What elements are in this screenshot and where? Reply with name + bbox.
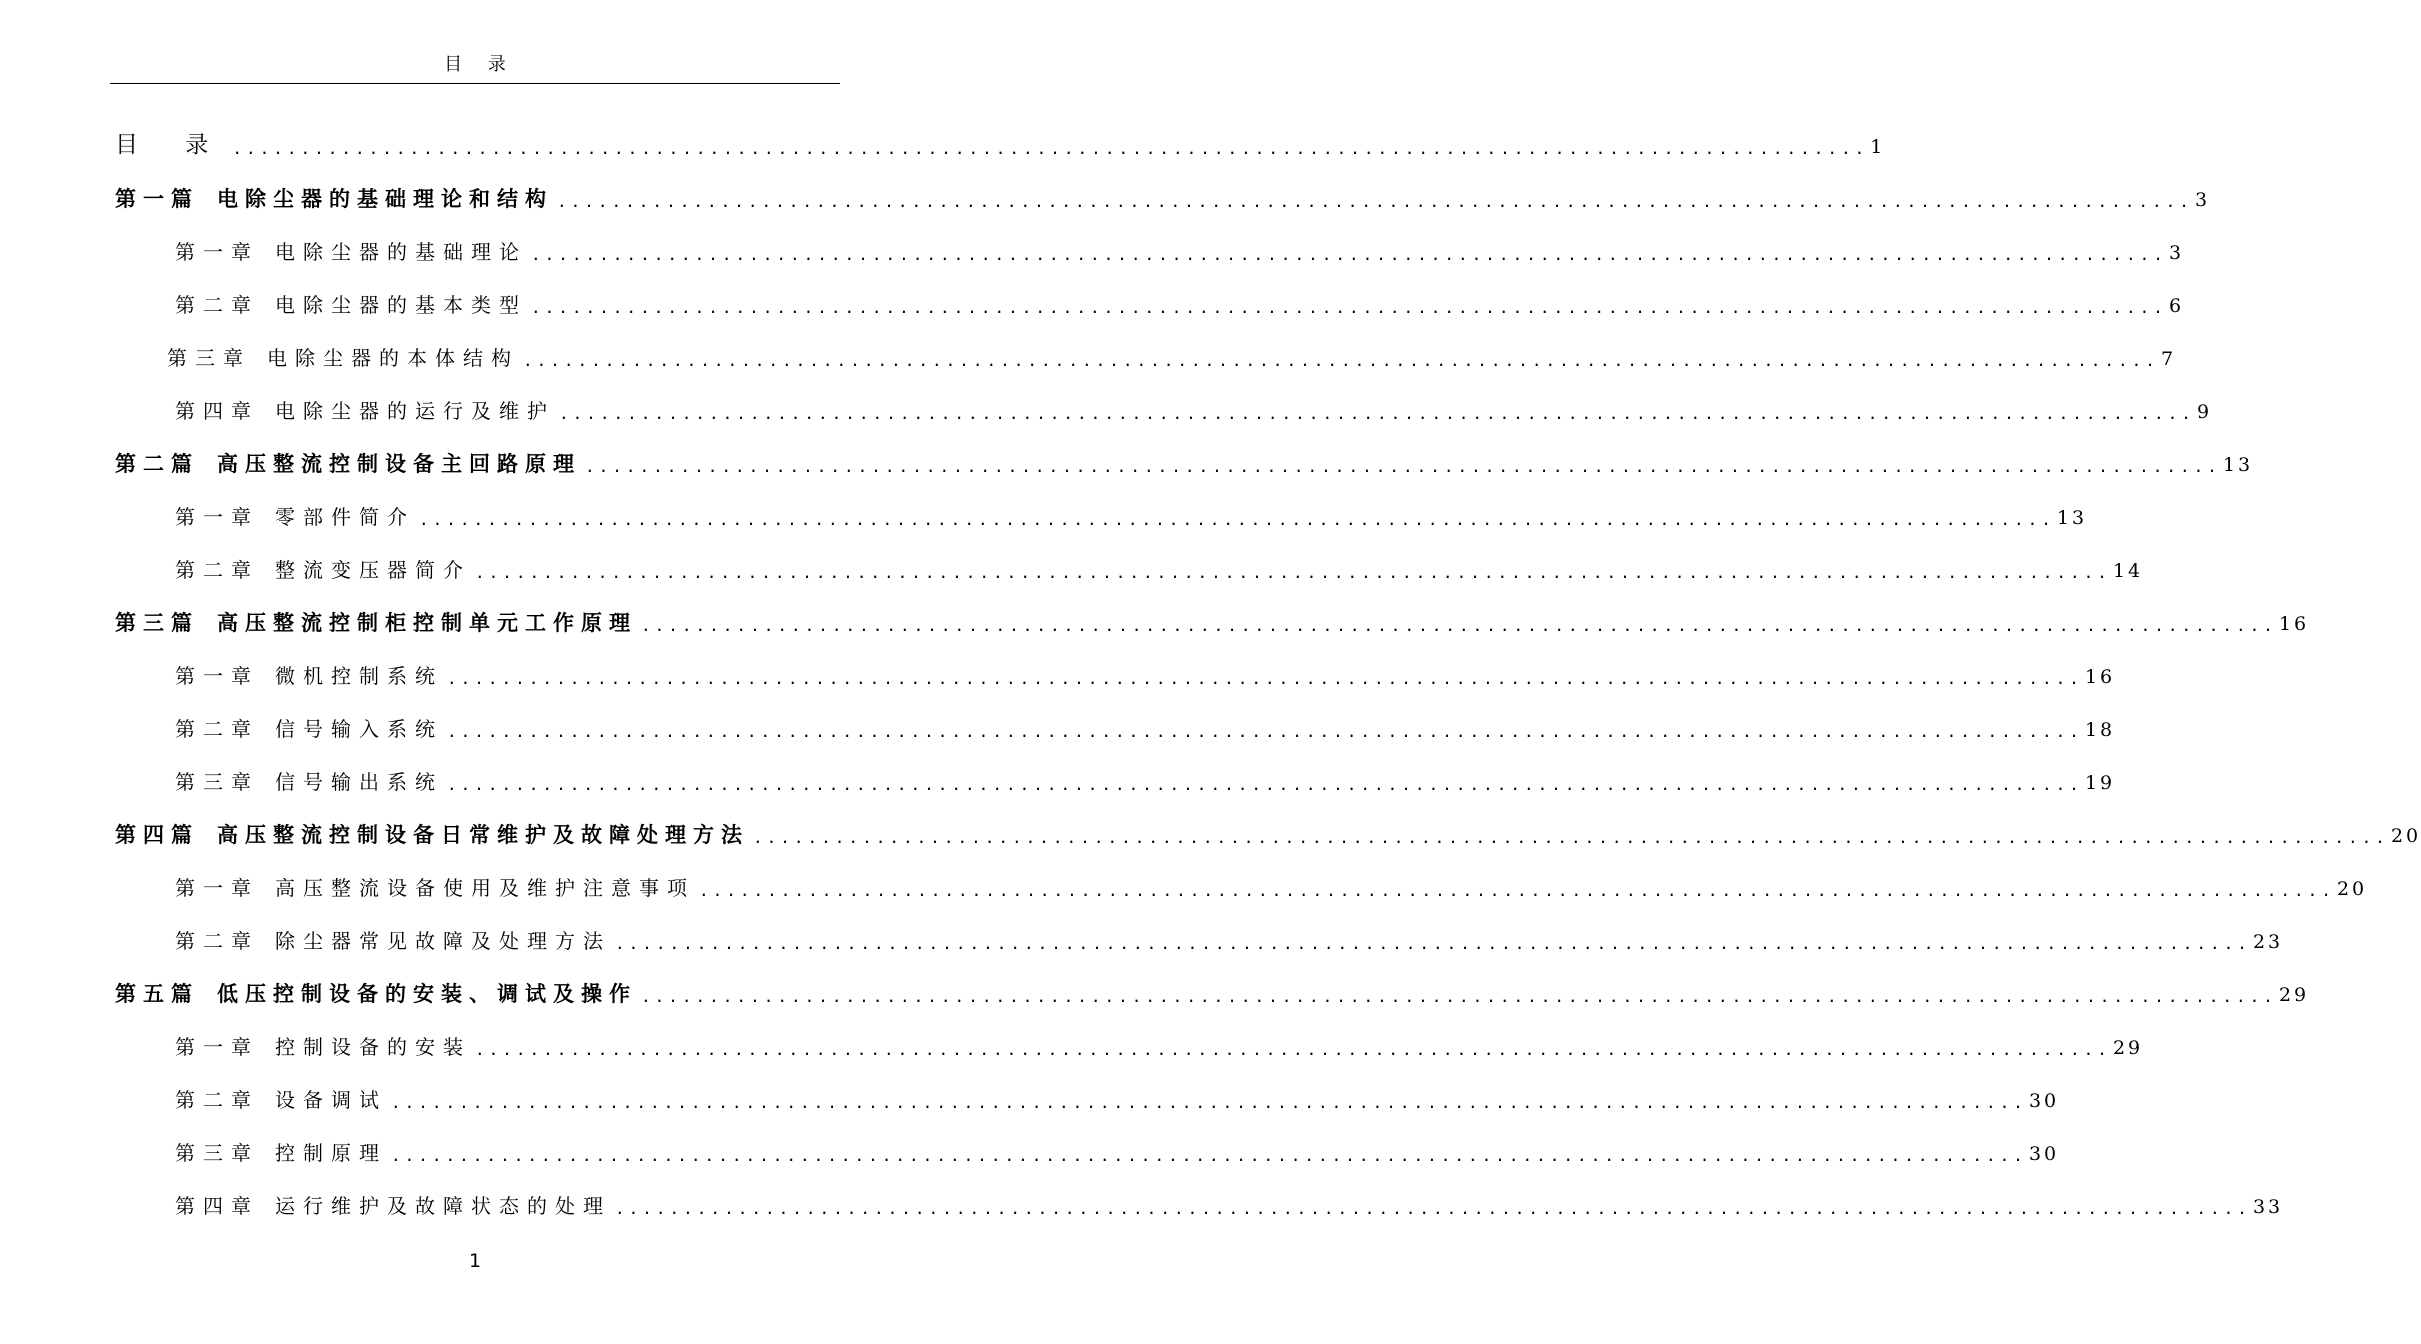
toc-entry-title: 高压整流控制柜控制单元工作原理: [217, 611, 637, 635]
toc-entry-label: [175, 1192, 611, 1220]
toc-dot-leader: ........................................................................................................................: [447, 669, 2083, 688]
toc-chapter-entry[interactable]: [175, 279, 2185, 319]
toc-entry-title: 信号输出系统: [275, 770, 443, 794]
toc-entry-title: 高压整流控制设备日常维护及故障处理方法: [217, 823, 749, 847]
toc-entry-label: [175, 662, 443, 690]
header-rule: [110, 83, 840, 84]
toc-entry-label: [175, 291, 527, 319]
toc-dot-leader: ........................................................................................................................: [531, 298, 2167, 317]
toc-entry-page: 16: [2084, 666, 2116, 688]
toc-entry-page: 13: [2056, 507, 2088, 529]
toc-entry-number: 第三章: [175, 770, 259, 794]
toc-dot-leader: ........................................................................................................................: [699, 881, 2335, 900]
toc-entry-page: 23: [2252, 931, 2284, 953]
toc-chapter-entry[interactable]: [167, 332, 2177, 372]
toc-chapter-entry[interactable]: [175, 226, 2185, 266]
toc-dot-leader: ........................................................................................................................: [615, 1199, 2251, 1218]
toc-chapter-entry[interactable]: [175, 544, 2144, 584]
toc-chapter-entry[interactable]: [175, 756, 2116, 796]
toc-entry-page: 3: [2194, 189, 2211, 211]
toc-chapter-entry[interactable]: [175, 862, 2368, 902]
toc-entry-page: 14: [2112, 560, 2144, 582]
toc-entry-title: 微机控制系统: [275, 664, 443, 688]
toc-entry-label: [175, 1086, 387, 1114]
toc-dot-leader: ........................................................................................................................: [523, 351, 2159, 370]
toc-dot-leader: ........................................................................................................................: [232, 139, 1869, 158]
toc-entry-number: 第一章: [175, 505, 259, 529]
toc-entry-label: [175, 556, 471, 584]
toc-dot-leader: ........................................................................................................................: [559, 404, 2195, 423]
toc-entry-title: 控制设备的安装: [275, 1035, 471, 1059]
toc-dot-leader: ........................................................................................................................: [475, 563, 2111, 582]
toc-part-entry[interactable]: [115, 968, 2310, 1008]
toc-entry-label: [115, 450, 581, 478]
toc-entry-page: 18: [2084, 719, 2116, 741]
toc-entry-number: 第三章: [175, 1141, 259, 1165]
toc-entry-number: 第二章: [175, 929, 259, 953]
toc-entry-title: 高压整流设备使用及维护注意事项: [275, 876, 695, 900]
toc-chapter-entry[interactable]: [175, 1074, 2060, 1114]
toc-entry-page: 29: [2278, 984, 2310, 1006]
toc-entry-title: 运行维护及故障状态的处理: [275, 1194, 611, 1218]
toc-entry-number: 第一篇: [115, 187, 199, 211]
toc-entry-label: [175, 1033, 471, 1061]
toc-entry-label: 目 录: [115, 132, 229, 158]
toc-entry-title: 控制原理: [275, 1141, 387, 1165]
toc-entry-label: [175, 874, 695, 902]
toc-entry-label: [167, 344, 519, 372]
toc-dot-leader: ........................................................................................................................: [391, 1146, 2027, 1165]
toc-dot-leader: ........................................................................................................................: [641, 616, 2277, 635]
toc-entry-number: 第四章: [175, 1194, 259, 1218]
toc-entry-number: 第三篇: [115, 611, 199, 635]
toc-entry-number: 第二章: [175, 558, 259, 582]
toc-entry-page: 29: [2112, 1037, 2144, 1059]
toc-entry-page: 16: [2278, 613, 2310, 635]
toc-entry-page: 20: [2390, 825, 2421, 847]
toc-entry-page: 33: [2252, 1196, 2284, 1218]
toc-entry-title: 高压整流控制设备主回路原理: [217, 452, 581, 476]
toc-entry-page: 9: [2196, 401, 2213, 423]
toc-dot-leader: ........................................................................................................................: [615, 934, 2251, 953]
toc-part-entry[interactable]: [115, 809, 2421, 849]
toc-dot-leader: ........................................................................................................................: [557, 192, 2193, 211]
toc-dot-leader: ........................................................................................................................: [475, 1040, 2111, 1059]
toc-chapter-entry[interactable]: [175, 1127, 2060, 1167]
toc-dot-leader: ........................................................................................................................: [641, 987, 2277, 1006]
toc-contents-entry[interactable]: [115, 120, 1886, 160]
toc-entry-number: 第一章: [175, 240, 259, 264]
toc-chapter-entry[interactable]: [175, 1180, 2284, 1220]
toc-dot-leader: ........................................................................................................................: [419, 510, 2055, 529]
toc-entry-number: 第四篇: [115, 823, 199, 847]
toc-entry-page: 3: [2168, 242, 2185, 264]
toc-entry-label: [115, 821, 749, 849]
toc-entry-number: 第五篇: [115, 982, 199, 1006]
toc-part-entry[interactable]: [115, 173, 2211, 213]
toc-chapter-entry[interactable]: [175, 650, 2116, 690]
toc-entry-label: [175, 503, 415, 531]
toc-entry-page: 6: [2168, 295, 2185, 317]
toc-entry-number: 第一章: [175, 1035, 259, 1059]
toc-entry-title: 电除尘器的本体结构: [267, 346, 519, 370]
toc-entry-number: 第一章: [175, 664, 259, 688]
toc-entry-title: 整流变压器简介: [275, 558, 471, 582]
toc-entry-title: 信号输入系统: [275, 717, 443, 741]
toc-entry-label: [175, 1139, 387, 1167]
running-header-title: 目 录: [444, 54, 516, 75]
toc-entry-page: 30: [2028, 1090, 2060, 1112]
toc-entry-label: [115, 609, 637, 637]
toc-entry-title: 电除尘器的运行及维护: [275, 399, 555, 423]
toc-dot-leader: ........................................................................................................................: [585, 457, 2221, 476]
toc-dot-leader: ........................................................................................................................: [391, 1093, 2027, 1112]
toc-entry-title: 低压控制设备的安装、调试及操作: [217, 982, 637, 1006]
toc-entry-label: [175, 238, 527, 266]
page-number: 1: [468, 1250, 482, 1272]
toc-entry-label: [115, 980, 637, 1008]
toc-entry-page: 19: [2084, 772, 2116, 794]
toc-dot-leader: ........................................................................................................................: [753, 828, 2389, 847]
toc-entry-page: 7: [2160, 348, 2177, 370]
toc-entry-title: 电除尘器的基本类型: [275, 293, 527, 317]
toc-dot-leader: ........................................................................................................................: [447, 722, 2083, 741]
toc-dot-leader: ........................................................................................................................: [531, 245, 2167, 264]
toc-entry-title: 零部件简介: [275, 505, 415, 529]
toc-entry-number: 第一章: [175, 876, 259, 900]
toc-entry-number: 第二篇: [115, 452, 199, 476]
toc-entry-page: 30: [2028, 1143, 2060, 1165]
toc-entry-label: [175, 927, 611, 955]
toc-entry-title: 电除尘器的基础理论: [275, 240, 527, 264]
toc-chapter-entry[interactable]: [175, 915, 2284, 955]
toc-part-entry[interactable]: [115, 597, 2310, 637]
toc-chapter-entry[interactable]: [175, 1021, 2144, 1061]
toc-part-entry[interactable]: [115, 438, 2254, 478]
toc-entry-label: [175, 397, 555, 425]
toc-entry-label: [175, 715, 443, 743]
toc-chapter-entry[interactable]: [175, 385, 2213, 425]
toc-entry-page: 13: [2222, 454, 2254, 476]
toc-entry-number: 第二章: [175, 717, 259, 741]
toc-dot-leader: ........................................................................................................................: [447, 775, 2083, 794]
toc-chapter-entry[interactable]: [175, 703, 2116, 743]
toc-entry-label: [175, 768, 443, 796]
toc-entry-page: 1: [1870, 136, 1886, 158]
toc-entry-number: 第二章: [175, 1088, 259, 1112]
toc-entry-title: 电除尘器的基础理论和结构: [217, 187, 553, 211]
toc-entry-title: 除尘器常见故障及处理方法: [275, 929, 611, 953]
toc-chapter-entry[interactable]: [175, 491, 2088, 531]
toc-entry-label: [115, 185, 553, 213]
toc-entry-page: 20: [2336, 878, 2368, 900]
toc-entry-title: 设备调试: [275, 1088, 387, 1112]
toc-entry-number: 第三章: [167, 346, 251, 370]
toc-entry-number: 第二章: [175, 293, 259, 317]
toc-entry-number: 第四章: [175, 399, 259, 423]
